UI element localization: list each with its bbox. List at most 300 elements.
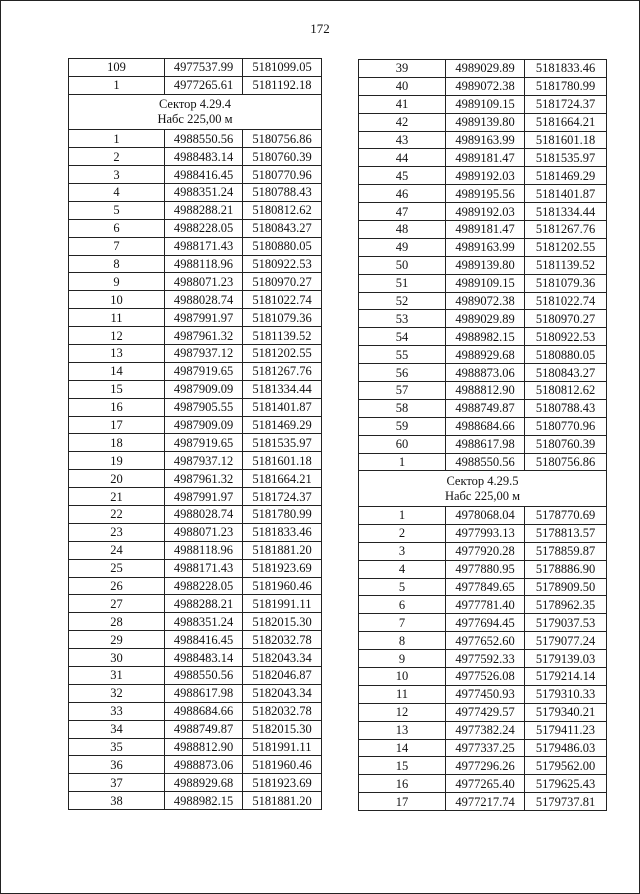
y-coordinate-cell: 5181601.18 xyxy=(525,131,607,149)
table-row xyxy=(69,559,322,577)
y-coordinate-cell: 5182043.34 xyxy=(243,684,322,702)
y-coordinate-cell: 5178770.69 xyxy=(525,506,607,524)
point-number-cell: 51 xyxy=(359,274,446,292)
sector-header-line: Сектор 4.29.4 xyxy=(158,97,232,112)
point-number-cell: 30 xyxy=(69,649,165,667)
x-coordinate-cell: 4988028.74 xyxy=(165,505,243,523)
sector-header-row xyxy=(69,94,322,130)
table-row xyxy=(359,185,607,203)
table-row xyxy=(69,649,322,667)
x-coordinate-cell: 4988171.43 xyxy=(165,237,243,255)
y-coordinate-cell: 5180812.62 xyxy=(243,201,322,219)
y-coordinate-cell: 5179139.03 xyxy=(525,650,607,668)
point-number-cell: 7 xyxy=(359,614,446,632)
point-number-cell: 43 xyxy=(359,131,446,149)
x-coordinate-cell: 4989109.15 xyxy=(446,95,525,113)
coordinates-table-left xyxy=(68,58,322,810)
y-coordinate-cell: 5180756.86 xyxy=(525,453,607,471)
point-number-cell: 40 xyxy=(359,77,446,95)
x-coordinate-cell: 4989139.80 xyxy=(446,256,525,274)
point-number-cell: 11 xyxy=(359,685,446,703)
x-coordinate-cell: 4988873.06 xyxy=(446,364,525,382)
x-coordinate-cell: 4988071.23 xyxy=(165,273,243,291)
table-row xyxy=(69,273,322,291)
x-coordinate-cell: 4989029.89 xyxy=(446,60,525,78)
x-coordinate-cell: 4987919.65 xyxy=(165,434,243,452)
y-coordinate-cell: 5181780.99 xyxy=(525,77,607,95)
y-coordinate-cell: 5180788.43 xyxy=(243,183,322,201)
table-row xyxy=(359,346,607,364)
table-row xyxy=(69,631,322,649)
sector-header-line: Сектор 4.29.5 xyxy=(446,473,519,488)
y-coordinate-cell: 5181724.37 xyxy=(525,95,607,113)
table-row xyxy=(69,166,322,184)
x-coordinate-cell: 4987919.65 xyxy=(165,362,243,380)
point-number-cell: 14 xyxy=(69,362,165,380)
x-coordinate-cell: 4989192.03 xyxy=(446,167,525,185)
x-coordinate-cell: 4987937.12 xyxy=(165,344,243,362)
x-coordinate-cell: 4989163.99 xyxy=(446,131,525,149)
point-number-cell: 38 xyxy=(69,792,165,810)
point-number-cell: 25 xyxy=(69,559,165,577)
x-coordinate-cell: 4988351.24 xyxy=(165,613,243,631)
point-number-cell: 15 xyxy=(69,380,165,398)
x-coordinate-cell: 4977920.28 xyxy=(446,542,525,560)
point-number-cell: 16 xyxy=(69,398,165,416)
table-row xyxy=(359,685,607,703)
table-row xyxy=(69,505,322,523)
table-row xyxy=(69,434,322,452)
y-coordinate-cell: 5181022.74 xyxy=(525,292,607,310)
point-number-cell: 2 xyxy=(359,524,446,542)
y-coordinate-cell: 5178962.35 xyxy=(525,596,607,614)
y-coordinate-cell: 5178813.57 xyxy=(525,524,607,542)
point-number-cell: 6 xyxy=(359,596,446,614)
point-number-cell: 36 xyxy=(69,756,165,774)
x-coordinate-cell: 4987991.97 xyxy=(165,488,243,506)
x-coordinate-cell: 4989181.47 xyxy=(446,149,525,167)
y-coordinate-cell: 5180922.53 xyxy=(243,255,322,273)
table-row xyxy=(69,667,322,685)
x-coordinate-cell: 4977296.26 xyxy=(446,757,525,775)
sector-header-line: Набс 225,00 м xyxy=(157,112,233,127)
y-coordinate-cell: 5179486.03 xyxy=(525,739,607,757)
y-coordinate-cell: 5180760.39 xyxy=(243,148,322,166)
x-coordinate-cell: 4977382.24 xyxy=(446,721,525,739)
point-number-cell: 12 xyxy=(69,327,165,345)
y-coordinate-cell: 5181401.87 xyxy=(243,398,322,416)
x-coordinate-cell: 4988118.96 xyxy=(165,255,243,273)
table-row xyxy=(359,721,607,739)
point-number-cell: 109 xyxy=(69,59,165,77)
table-row xyxy=(69,613,322,631)
point-number-cell: 1 xyxy=(69,76,165,94)
table-row xyxy=(359,149,607,167)
x-coordinate-cell: 4987991.97 xyxy=(165,309,243,327)
x-coordinate-cell: 4977217.74 xyxy=(446,793,525,811)
point-number-cell: 1 xyxy=(69,130,165,148)
table-row xyxy=(359,632,607,650)
point-number-cell: 47 xyxy=(359,203,446,221)
table-row xyxy=(359,256,607,274)
table-row xyxy=(359,578,607,596)
x-coordinate-cell: 4988416.45 xyxy=(165,166,243,184)
x-coordinate-cell: 4988351.24 xyxy=(165,183,243,201)
point-number-cell: 1 xyxy=(359,453,446,471)
point-number-cell: 49 xyxy=(359,238,446,256)
point-number-cell: 26 xyxy=(69,577,165,595)
table-row xyxy=(359,328,607,346)
table-row xyxy=(69,523,322,541)
point-number-cell: 21 xyxy=(69,488,165,506)
y-coordinate-cell: 5179310.33 xyxy=(525,685,607,703)
y-coordinate-cell: 5181780.99 xyxy=(243,505,322,523)
y-coordinate-cell: 5181960.46 xyxy=(243,577,322,595)
x-coordinate-cell: 4988483.14 xyxy=(165,148,243,166)
table-row xyxy=(69,130,322,148)
x-coordinate-cell: 4988749.87 xyxy=(446,399,525,417)
y-coordinate-cell: 5179077.24 xyxy=(525,632,607,650)
table-row xyxy=(69,201,322,219)
point-number-cell: 12 xyxy=(359,703,446,721)
y-coordinate-cell: 5180756.86 xyxy=(243,130,322,148)
table-row xyxy=(359,310,607,328)
y-coordinate-cell: 5181139.52 xyxy=(243,327,322,345)
x-coordinate-cell: 4987905.55 xyxy=(165,398,243,416)
x-coordinate-cell: 4987909.09 xyxy=(165,380,243,398)
y-coordinate-cell: 5182015.30 xyxy=(243,613,322,631)
sector-header xyxy=(69,94,322,130)
table-row xyxy=(69,237,322,255)
y-coordinate-cell: 5180922.53 xyxy=(525,328,607,346)
point-number-cell: 7 xyxy=(69,237,165,255)
y-coordinate-cell: 5182032.78 xyxy=(243,702,322,720)
table-row xyxy=(69,309,322,327)
point-number-cell: 24 xyxy=(69,541,165,559)
x-coordinate-cell: 4988749.87 xyxy=(165,720,243,738)
table-row xyxy=(359,203,607,221)
y-coordinate-cell: 5180843.27 xyxy=(243,219,322,237)
table-row xyxy=(69,792,322,810)
x-coordinate-cell: 4989192.03 xyxy=(446,203,525,221)
table-row xyxy=(359,113,607,131)
y-coordinate-cell: 5181079.36 xyxy=(243,309,322,327)
y-coordinate-cell: 5180770.96 xyxy=(525,417,607,435)
point-number-cell: 37 xyxy=(69,774,165,792)
x-coordinate-cell: 4977592.33 xyxy=(446,650,525,668)
x-coordinate-cell: 4977849.65 xyxy=(446,578,525,596)
right-table-body xyxy=(359,60,607,811)
x-coordinate-cell: 4987961.32 xyxy=(165,327,243,345)
y-coordinate-cell: 5181469.29 xyxy=(525,167,607,185)
y-coordinate-cell: 5180970.27 xyxy=(243,273,322,291)
coordinates-table-right xyxy=(358,59,607,811)
table-row xyxy=(359,560,607,578)
point-number-cell: 41 xyxy=(359,95,446,113)
table-row xyxy=(69,291,322,309)
x-coordinate-cell: 4988071.23 xyxy=(165,523,243,541)
point-number-cell: 5 xyxy=(359,578,446,596)
y-coordinate-cell: 5181267.76 xyxy=(525,221,607,239)
x-coordinate-cell: 4988228.05 xyxy=(165,577,243,595)
y-coordinate-cell: 5178859.87 xyxy=(525,542,607,560)
y-coordinate-cell: 5181079.36 xyxy=(525,274,607,292)
x-coordinate-cell: 4988873.06 xyxy=(165,756,243,774)
x-coordinate-cell: 4988288.21 xyxy=(165,595,243,613)
x-coordinate-cell: 4989181.47 xyxy=(446,221,525,239)
x-coordinate-cell: 4987909.09 xyxy=(165,416,243,434)
y-coordinate-cell: 5179411.23 xyxy=(525,721,607,739)
x-coordinate-cell: 4988684.66 xyxy=(446,417,525,435)
y-coordinate-cell: 5181881.20 xyxy=(243,792,322,810)
point-number-cell: 23 xyxy=(69,523,165,541)
table-row xyxy=(359,668,607,686)
y-coordinate-cell: 5181664.21 xyxy=(525,113,607,131)
table-row xyxy=(69,398,322,416)
point-number-cell: 14 xyxy=(359,739,446,757)
y-coordinate-cell: 5180880.05 xyxy=(243,237,322,255)
y-coordinate-cell: 5181099.05 xyxy=(243,59,322,77)
point-number-cell: 34 xyxy=(69,720,165,738)
point-number-cell: 4 xyxy=(69,183,165,201)
y-coordinate-cell: 5182046.87 xyxy=(243,667,322,685)
page-number: 172 xyxy=(310,21,330,36)
x-coordinate-cell: 4988812.90 xyxy=(165,738,243,756)
point-number-cell: 1 xyxy=(359,506,446,524)
point-number-cell: 8 xyxy=(359,632,446,650)
y-coordinate-cell: 5180788.43 xyxy=(525,399,607,417)
y-coordinate-cell: 5181991.11 xyxy=(243,738,322,756)
y-coordinate-cell: 5181664.21 xyxy=(243,470,322,488)
y-coordinate-cell: 5180812.62 xyxy=(525,382,607,400)
point-number-cell: 22 xyxy=(69,505,165,523)
table-row xyxy=(69,416,322,434)
sector-header xyxy=(359,471,607,507)
table-row xyxy=(359,77,607,95)
table-row xyxy=(359,793,607,811)
y-coordinate-cell: 5181923.69 xyxy=(243,559,322,577)
y-coordinate-cell: 5181881.20 xyxy=(243,541,322,559)
x-coordinate-cell: 4989195.56 xyxy=(446,185,525,203)
table-row xyxy=(359,292,607,310)
table-row xyxy=(69,76,322,94)
point-number-cell: 27 xyxy=(69,595,165,613)
y-coordinate-cell: 5178909.50 xyxy=(525,578,607,596)
y-coordinate-cell: 5181192.18 xyxy=(243,76,322,94)
table-row xyxy=(359,167,607,185)
point-number-cell: 50 xyxy=(359,256,446,274)
y-coordinate-cell: 5181022.74 xyxy=(243,291,322,309)
point-number-cell: 15 xyxy=(359,757,446,775)
point-number-cell: 17 xyxy=(359,793,446,811)
table-row xyxy=(359,399,607,417)
y-coordinate-cell: 5180770.96 xyxy=(243,166,322,184)
point-number-cell: 44 xyxy=(359,149,446,167)
point-number-cell: 58 xyxy=(359,399,446,417)
point-number-cell: 46 xyxy=(359,185,446,203)
x-coordinate-cell: 4988483.14 xyxy=(165,649,243,667)
y-coordinate-cell: 5180760.39 xyxy=(525,435,607,453)
point-number-cell: 9 xyxy=(359,650,446,668)
point-number-cell: 4 xyxy=(359,560,446,578)
point-number-cell: 18 xyxy=(69,434,165,452)
point-number-cell: 28 xyxy=(69,613,165,631)
table-row xyxy=(359,435,607,453)
point-number-cell: 31 xyxy=(69,667,165,685)
table-row xyxy=(359,524,607,542)
table-row xyxy=(359,650,607,668)
table-row xyxy=(69,756,322,774)
table-row xyxy=(69,488,322,506)
y-coordinate-cell: 5180843.27 xyxy=(525,364,607,382)
x-coordinate-cell: 4988617.98 xyxy=(165,684,243,702)
point-number-cell: 39 xyxy=(359,60,446,78)
x-coordinate-cell: 4988228.05 xyxy=(165,219,243,237)
point-number-cell: 57 xyxy=(359,382,446,400)
x-coordinate-cell: 4988171.43 xyxy=(165,559,243,577)
x-coordinate-cell: 4977265.40 xyxy=(446,775,525,793)
y-coordinate-cell: 5179737.81 xyxy=(525,793,607,811)
y-coordinate-cell: 5181724.37 xyxy=(243,488,322,506)
x-coordinate-cell: 4977781.40 xyxy=(446,596,525,614)
point-number-cell: 11 xyxy=(69,309,165,327)
point-number-cell: 59 xyxy=(359,417,446,435)
point-number-cell: 13 xyxy=(359,721,446,739)
point-number-cell: 35 xyxy=(69,738,165,756)
y-coordinate-cell: 5181960.46 xyxy=(243,756,322,774)
y-coordinate-cell: 5181334.44 xyxy=(525,203,607,221)
table-row xyxy=(359,703,607,721)
point-number-cell: 8 xyxy=(69,255,165,273)
y-coordinate-cell: 5181833.46 xyxy=(525,60,607,78)
point-number-cell: 33 xyxy=(69,702,165,720)
x-coordinate-cell: 4988929.68 xyxy=(165,774,243,792)
y-coordinate-cell: 5178886.90 xyxy=(525,560,607,578)
table-row xyxy=(69,738,322,756)
y-coordinate-cell: 5181833.46 xyxy=(243,523,322,541)
x-coordinate-cell: 4988288.21 xyxy=(165,201,243,219)
x-coordinate-cell: 4989109.15 xyxy=(446,274,525,292)
point-number-cell: 19 xyxy=(69,452,165,470)
x-coordinate-cell: 4977537.99 xyxy=(165,59,243,77)
y-coordinate-cell: 5182015.30 xyxy=(243,720,322,738)
point-number-cell: 13 xyxy=(69,344,165,362)
x-coordinate-cell: 4988416.45 xyxy=(165,631,243,649)
y-coordinate-cell: 5181202.55 xyxy=(525,238,607,256)
y-coordinate-cell: 5181139.52 xyxy=(525,256,607,274)
table-row xyxy=(359,739,607,757)
x-coordinate-cell: 4988028.74 xyxy=(165,291,243,309)
point-number-cell: 16 xyxy=(359,775,446,793)
point-number-cell: 42 xyxy=(359,113,446,131)
table-row xyxy=(359,60,607,78)
table-row xyxy=(69,344,322,362)
x-coordinate-cell: 4977526.08 xyxy=(446,668,525,686)
point-number-cell: 3 xyxy=(69,166,165,184)
table-row xyxy=(359,382,607,400)
x-coordinate-cell: 4988982.15 xyxy=(446,328,525,346)
y-coordinate-cell: 5179214.14 xyxy=(525,668,607,686)
point-number-cell: 3 xyxy=(359,542,446,560)
table-row xyxy=(69,327,322,345)
x-coordinate-cell: 4989072.38 xyxy=(446,292,525,310)
x-coordinate-cell: 4978068.04 xyxy=(446,506,525,524)
x-coordinate-cell: 4988982.15 xyxy=(165,792,243,810)
point-number-cell: 10 xyxy=(359,668,446,686)
table-row xyxy=(359,614,607,632)
x-coordinate-cell: 4987961.32 xyxy=(165,470,243,488)
y-coordinate-cell: 5181202.55 xyxy=(243,344,322,362)
point-number-cell: 56 xyxy=(359,364,446,382)
x-coordinate-cell: 4977652.60 xyxy=(446,632,525,650)
x-coordinate-cell: 4988118.96 xyxy=(165,541,243,559)
table-row xyxy=(69,684,322,702)
x-coordinate-cell: 4988684.66 xyxy=(165,702,243,720)
y-coordinate-cell: 5181469.29 xyxy=(243,416,322,434)
y-coordinate-cell: 5181923.69 xyxy=(243,774,322,792)
point-number-cell: 10 xyxy=(69,291,165,309)
table-row xyxy=(359,274,607,292)
table-row xyxy=(69,470,322,488)
x-coordinate-cell: 4988550.56 xyxy=(165,130,243,148)
point-number-cell: 9 xyxy=(69,273,165,291)
table-row xyxy=(69,362,322,380)
table-row xyxy=(359,453,607,471)
table-row xyxy=(69,541,322,559)
point-number-cell: 53 xyxy=(359,310,446,328)
x-coordinate-cell: 4989163.99 xyxy=(446,238,525,256)
x-coordinate-cell: 4988812.90 xyxy=(446,382,525,400)
table-row xyxy=(69,452,322,470)
x-coordinate-cell: 4989029.89 xyxy=(446,310,525,328)
sector-header-line: Набс 225,00 м xyxy=(444,488,521,503)
x-coordinate-cell: 4977265.61 xyxy=(165,76,243,94)
y-coordinate-cell: 5181334.44 xyxy=(243,380,322,398)
y-coordinate-cell: 5181535.97 xyxy=(525,149,607,167)
y-coordinate-cell: 5181267.76 xyxy=(243,362,322,380)
x-coordinate-cell: 4988550.56 xyxy=(446,453,525,471)
table-row xyxy=(359,757,607,775)
point-number-cell: 55 xyxy=(359,346,446,364)
point-number-cell: 17 xyxy=(69,416,165,434)
y-coordinate-cell: 5182043.34 xyxy=(243,649,322,667)
point-number-cell: 52 xyxy=(359,292,446,310)
y-coordinate-cell: 5179340.21 xyxy=(525,703,607,721)
x-coordinate-cell: 4989072.38 xyxy=(446,77,525,95)
table-row xyxy=(69,59,322,77)
point-number-cell: 54 xyxy=(359,328,446,346)
table-row xyxy=(69,219,322,237)
y-coordinate-cell: 5179037.53 xyxy=(525,614,607,632)
x-coordinate-cell: 4988929.68 xyxy=(446,346,525,364)
table-row xyxy=(69,577,322,595)
x-coordinate-cell: 4977694.45 xyxy=(446,614,525,632)
y-coordinate-cell: 5179625.43 xyxy=(525,775,607,793)
point-number-cell: 48 xyxy=(359,221,446,239)
point-number-cell: 45 xyxy=(359,167,446,185)
table-row xyxy=(359,542,607,560)
y-coordinate-cell: 5181991.11 xyxy=(243,595,322,613)
table-row xyxy=(69,774,322,792)
y-coordinate-cell: 5180880.05 xyxy=(525,346,607,364)
x-coordinate-cell: 4977429.57 xyxy=(446,703,525,721)
y-coordinate-cell: 5179562.00 xyxy=(525,757,607,775)
table-row xyxy=(69,148,322,166)
table-row xyxy=(69,595,322,613)
point-number-cell: 2 xyxy=(69,148,165,166)
y-coordinate-cell: 5181601.18 xyxy=(243,452,322,470)
x-coordinate-cell: 4989139.80 xyxy=(446,113,525,131)
